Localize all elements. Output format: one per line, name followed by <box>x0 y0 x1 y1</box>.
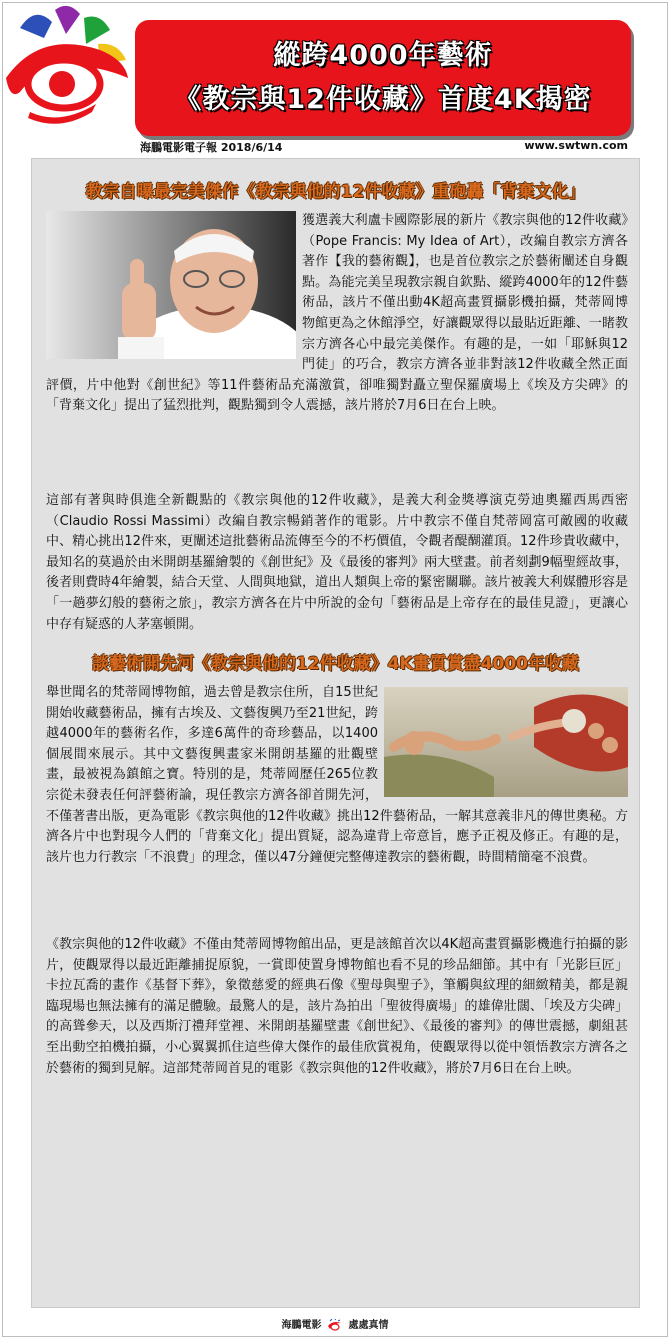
article-content <box>31 158 640 1308</box>
paragraph-3 <box>46 683 628 868</box>
footer-eye-logo-icon <box>327 1319 343 1331</box>
swtwn-eye-logo-icon <box>0 0 135 130</box>
title-banner <box>135 20 631 136</box>
pope-photo-wrapper <box>46 211 296 359</box>
footer <box>0 1316 670 1331</box>
banner-title-line1: 縱跨4000年藝術 <box>273 40 493 71</box>
painting-wrapper <box>384 687 628 797</box>
source-date: 海鵬電影電子報 2018/6/14 <box>140 141 283 154</box>
footer-right-text: 處處真情 <box>348 1320 389 1331</box>
creation-of-adam-painting-icon <box>384 687 628 797</box>
paragraph-4: 《教宗與他的12件收藏》不僅由梵蒂岡博物館出品，更是該館首次以4K超高畫質攝影機進行拍攝的影片，使觀眾得以最近距離捕捉原貌，一賞即使置身博物館也看不見的珍品細節。其中有「光影巨匠」卡拉瓦喬的畫作《基督下葬》，象徵慈愛的經典石像《聖母與聖子》，筆觸與紋理的細緻精美，都是親臨現場也無法擁有的滿足體驗。最驚人的是，該片為拍出「聖彼得廣場」的雄偉壯闊、「埃及方尖碑」的高聳參天，以及西斯汀禮拜堂裡、米開朗基羅壁畫《創世紀》、《最後的審判》的傳世震撼，劇組甚至出動空拍機拍攝，小心翼翼抓住這些偉大傑作的最佳欣賞視角，使觀眾得以從中領悟教宗方濟各之於藝術的獨到見解。這部梵蒂岡首見的電影《教宗與他的12件收藏》，將於7月6日在台上映。 <box>46 937 628 1076</box>
footer-left-text: 海鵬電影 <box>281 1320 322 1331</box>
paragraph-3-text: 舉世聞名的梵蒂岡博物館，過去曾是教宗住所，自15世紀開始收藏藝術品，擁有古埃及、文藝復興乃至21世紀，跨越4000年的藝術名作，多達6萬件的奇珍藝品，以1400個展間來展示。其中文藝復興畫家米開朗基羅的壯觀壁畫，最被視為鎮館之寶。特別的是，梵蒂岡歷任265位教宗從未發表任何評藝術論，現任教宗方濟各卻首開先河，不僅著書出版，更為電影《教宗與他的12件收藏》挑出12件藝術品，一解其意義非凡的傳世奧秘。方濟各片中也對現今人們的「背棄文化」提出質疑，認為違背上帝意旨，應予正視及修正。有趣的是，該片也力行教宗「不浪費」的理念，僅以47分鐘便完整傳達教宗的藝術觀，時間精簡毫不浪費。 <box>46 685 628 865</box>
website-link[interactable]: www.swtwn.com <box>524 139 628 152</box>
paragraph-1-text: 獲選義大利盧卡國際影展的新片《教宗與他的12件收藏》（Pope Francis: My Idea of Art），改編自教宗方濟各著作【我的藝術觀】，也是首位教宗之於藝術闡述自身觀點。為能完美呈現教宗親自欽點、縱跨4000年的12件藝術品，該片不僅出動4K超高畫質攝影機拍攝，梵蒂岡博物館更為之休館淨空，好讓觀眾得以最貼近距離、一睹教宗方濟各心中最完美傑作。有趣的是，一如「耶穌與12門徒」的巧合，教宗方濟各並非對該12件收藏全然正面評價，片中他對《創世紀》等11件藝術品充滿激賞，卻唯獨對矗立聖保羅廣場上《埃及方尖碑》的「背棄文化」提出了猛烈批判，觀點獨到令人震撼，該片將於7月6日在台上映。 <box>46 213 628 414</box>
meta-row <box>140 139 628 155</box>
paragraph-2: 這部有著與時俱進全新觀點的《教宗與他的12件收藏》，是義大利金獎導演克勞迪奧羅西馬西密（Claudio Rossi Massimi）改編自教宗暢銷著作的電影。片中教宗不僅自梵蒂岡富可敵國的收藏中、精心挑出12件來，更闡述這批藝術品流傳至今的不朽價值，令觀者醍醐灌頂。12件珍貴收藏中，最知名的莫過於由米開朗基羅繪製的《創世紀》及《最後的審判》兩大壁畫。前者刻劃9幅聖經故事，後者則費時4年繪製，結合天堂、人間與地獄，道出人類與上帝的緊密關聯。該片被義大利媒體形容是「一趟夢幻般的藝術之旅」，教宗方濟各在片中所說的金句「藝術品是上帝存在的最佳見證」，更讓心中存有疑惑的人茅塞頓開。 <box>46 493 628 632</box>
headline-1: 教宗自曝最完美傑作《教宗與他的12件收藏》重砲轟「背棄文化」 <box>85 182 586 202</box>
pope-thumbs-up-photo-icon <box>46 211 296 359</box>
headline-2: 談藝術開先河《教宗與他的12件收藏》4K畫質賞盡4000年收藏 <box>92 654 579 674</box>
paragraph-1 <box>46 211 628 417</box>
banner-title-line2: 《教宗與12件收藏》首度4K揭密 <box>174 84 592 115</box>
